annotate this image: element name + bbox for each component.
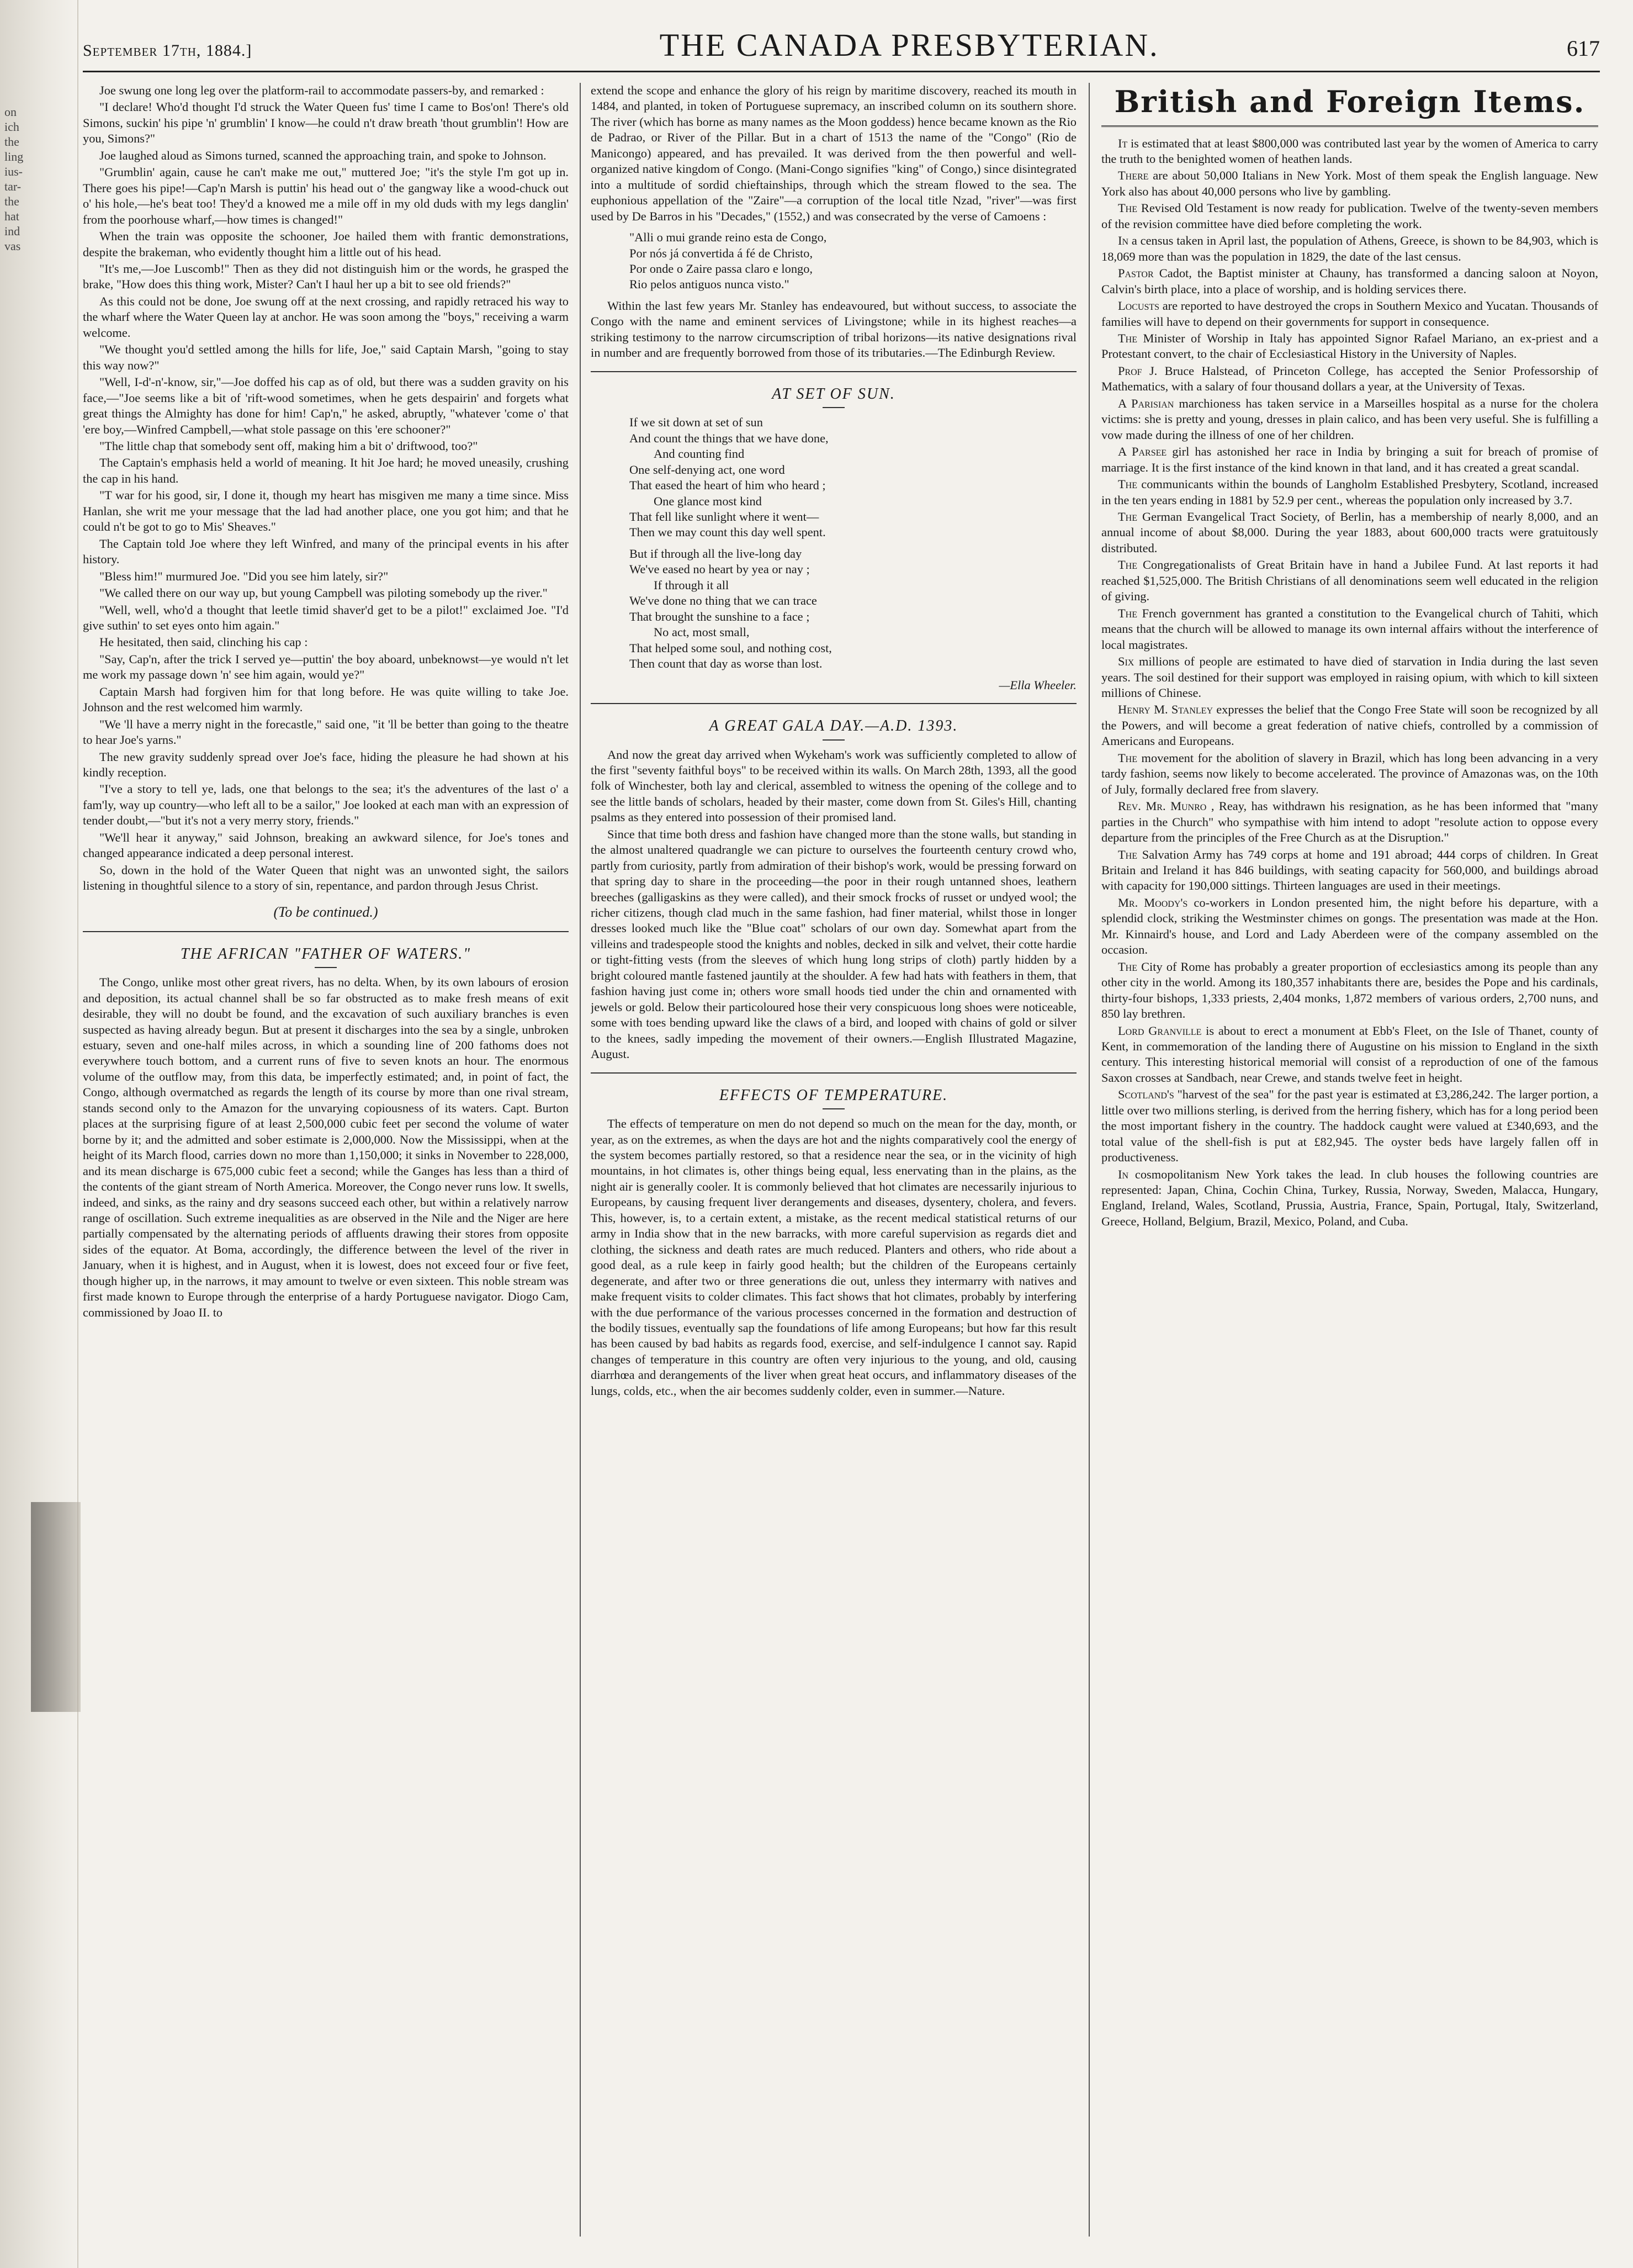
news-item-lead: The [1118,606,1138,620]
news-item-text: girl has astonished her race in India by bringing a suit for breach of promise of marriage. It is the first instance of the kind known in that land, and it has created a great scandal. [1101,445,1598,474]
news-item [1101,477,1598,508]
news-item [1101,606,1598,653]
verse-line: One self-denying act, one word [629,462,785,477]
news-item [1101,331,1598,362]
serial-story [83,83,569,894]
article-paragraph: The Congo, unlike most other great rivers, has no delta. When, by its own labours of erosion and deposition, its actual channel shall be so far obstructed as to make fresh means of exit desirable, they will no doubt be found, and the excavation of such auxiliary branches is even suspected as having already begun. But at present it discharges into the sea by a single, unbroken estuary, seven and one-half miles across, in which a sounding line of 200 fathoms does not everywhere touch bottom, and a current runs of five to seven knots an hour. The enormous volume of the outflow may, from this data, be imperfectly estimated; and, in point of fact, the Congo, although overmatched as regards the length of its course by more than one rival stream, stands second only to the Amazon for the unvarying copiousness of its waters. Capt. Burton places at the surprising figure of at least 2,500,000 cubic feet per second the volume of water borne by it; and the admitted and sober estimate is 2,000,000. Now the Mississippi, when at the height of its March flood, carries down no more than 1,150,000; it sinks in November to 228,000, and its mean discharge is 675,000 cubic feet a second; while the Ganges has less than a third of the contents of the giant stream of North America. Moreover, the Congo never runs low. It swells, indeed, and sinks, as the rainy and dry seasons succeed each other, but within a relatively narrow range of oscillation. Such extreme inequalities as are observed in the Nile and the Niger are here partially compensated by the alternating periods of affluents drawing their stores from opposite sides of the equator. At Boma, accordingly, the difference between the level of the river in January, when it is highest, and in August, when it is lowest, does not exceed four or five feet, though higher up, in the narrows, it may amount to twelve or even sixteen. This noble stream was first made known to Europe through the enterprise of a hardy Portuguese navigator. Diogo Cam, commissioned by Joao II. to [83,975,569,1319]
gala-article-title: A GREAT GALA DAY.—A.D. 1393. [709,717,958,734]
story-paragraph: As this could not be done, Joe swung off at the next crossing, and rapidly retraced his way to the wharf where the Water Queen lay at anchor. He was soon among the "boys," receiving a warm welcome. [83,294,569,340]
title-separator [823,407,845,408]
story-paragraph: "Well, well, who'd a thought that leetle timid shaver'd get to be a pilot!" exclaimed Joe. "I'd give suthin' to set eyes onto him again." [83,602,569,632]
story-paragraph: Joe swung one long leg over the platform-rail to accommodate passers-by, and remarked : [99,83,544,97]
news-item [1101,1087,1598,1165]
news-item [1101,799,1598,845]
story-paragraph: "T war for his good, sir, I done it, though my heart has misgiven me many a time since. Miss Hanlan, she writ me your message that the lad had another place, one you got him; and that he could n't be got to go to Mis' Sheaves." [83,488,569,534]
verse-line: And count the things that we have done, [629,431,829,445]
story-paragraph: "I've a story to tell ye, lads, one that belongs to the sea; it's the adventures of the last o' a fam'ly, way up country—who left all to be a sailor," Joe looked at each man with an expression of tender doubt,—"but it's not a very merry story, friends." [83,782,569,828]
issue-date: September 17th, 1884.] [83,41,252,60]
story-paragraph: "We thought you'd settled among the hills for life, Joe," said Captain Marsh, "going to stay this way now?" [83,342,569,372]
african-article-title: THE AFRICAN "FATHER OF WATERS." [180,945,471,963]
article-paragraph: Since that time both dress and fashion have changed more than the stone walls, but standing in the almost unaltered quadrangle we can picture to ourselves the fourteenth century crowd who, partly from curiosity, partly from admiration of their bishop's work, would be pressing forward on that spring day to share in the proceeding—the poor in their rough untanned shoes, leathern breeches (galligaskins as they were called), and their smock frocks of russet or undyed wool; the richer citizens, though clad much in the same fashion, had finer material, whilst those in longer dresses looked much like the "Blue coat" scholars of our own day. Somewhat apart from the villeins and tradespeople stood the knights and nobles, decked in silk and velvet, their cotte hardie or tight-fitting vests (from the sleeves of which hung long strips of cloth) partly hidden by a bright coloured mantle fastened jauntily at the shoulder. A few had hats with feathers in them, that fashion having just come in; others wore small hoods tied under the chin and ornamented with jewels or gold. Below their particoloured hose their very conspicuous long shoes were noticeable, some with toes bending upward like the claws of a bird, and looped with chains of gold or silver to the knees, sadly impeding the movement of their owners.—English Illustrated Magazine, August. [591,827,1077,1061]
story-paragraph: "Say, Cap'n, after the trick I served ye—puttin' the boy aboard, unbeknowst—ye would n't let me work my passage down 'n' see him again, would ye?" [83,652,569,682]
story-paragraph: "I declare! Who'd thought I'd struck the Water Queen fus' time I came to Bos'on! There's old Simons, suckin' his pipe 'n' grumblin' I know—he could n't draw breath 'thout grumblin'! How are you, Simons?" [83,100,569,146]
news-item [1101,396,1598,443]
news-item [1101,233,1598,265]
news-item-text: City of Rome has probably a greater proportion of ecclesiastics among its people than any other city in the world. Among its 180,357 inhabitants there are, besides the Pope and his cardinals, thirty-four bishops, 1,333 priests, 2,404 monks, 1,872 members of various orders, 2,700 nuns, and 850 lay brethren. [1101,959,1598,1021]
news-item [1101,654,1598,701]
news-item-lead: The [1118,558,1138,572]
news-item [1101,959,1598,1022]
news-item [1101,168,1598,199]
verse-line: But if through all the live-long day [629,546,802,561]
title-separator [823,1108,845,1109]
page-number: 617 [1567,36,1600,61]
verse-line: That brought the sunshine to a face ; [629,609,810,623]
margin-fragment: ling [4,150,24,163]
news-item-text: J. Bruce Halstead, of Princeton College, has accepted the Senior Professorship of Mathematics, with a salary of four thousand dollars a year, at the University of Texas. [1101,363,1598,394]
news-item-text: millions of people are estimated to have died of starvation in India during the last seven years. The soil destined for their support was employed in raising opium, with which to kill sixteen millions of Chinese. [1101,654,1598,700]
news-item-lead: Pastor [1118,266,1154,281]
story-paragraph: The Captain told Joe where they left Winfred, and many of the principal events in his after history. [83,536,569,567]
news-item-lead: Lord Granville [1118,1023,1202,1038]
column-2 [591,83,1077,2237]
story-paragraph: "We'll hear it anyway," said Johnson, breaking an awkward silence, for Joe's tones and changed appearance indicated a deep personal interest. [83,830,569,860]
news-item [1101,509,1598,556]
column-1 [83,83,569,2237]
news-item-lead: Mr. Moody's [1118,895,1188,910]
news-item [1101,1167,1598,1230]
column-rule-2 [1089,83,1090,2237]
news-item [1101,298,1598,330]
news-item-lead: In [1118,234,1129,248]
article-paragraph: And now the great day arrived when Wykeham's work was sufficiently completed to allow of the first "seventy faithful boys" to be received within its walls. On March 28th, 1393, all the good folk of Winchester, both lay and clerical, assembled to witness the opening of the college and to see the little bands of scholars, headed by their master, come down from St. Giles's Hill, chanting psalms as they entered into possession of their promised land. [591,747,1077,824]
news-item [1101,702,1598,749]
news-item-text: "harvest of the sea" for the past year is estimated at £3,286,242. The larger portion, a little over two millions sterling, is derived from the herring fishery, which has for a long period been the most important fishery in the country. The haddock caught were valued at £340,693, and the total value of the shell-fish is put at £82,945. The oyster beds have largely fallen off in productiveness. [1101,1087,1598,1165]
news-item-lead: Six [1118,654,1134,669]
section-rule [591,371,1077,372]
news-item-lead: It [1118,136,1128,150]
news-item-lead: Scotland's [1118,1087,1174,1102]
to-be-continued: (To be continued.) [273,903,378,920]
poem-stanza-2 [629,546,1077,672]
verse-line: Por nós já convertida á fé de Christo, [629,246,813,260]
section-rule [591,703,1077,704]
news-item [1101,200,1598,232]
verse-line: One glance most kind [654,494,762,508]
title-separator [315,967,337,968]
story-paragraph: So, down in the hold of the Water Queen that night was an unwonted sight, the sailors listening in thoughtful silence to a story of sin, repentance, and pardon through Jesus Christ. [83,863,569,893]
news-item-text: Minister of Worship in Italy has appointed Signor Rafael Mariano, an ex-priest and a Protestant convert, to the chair of Ecclesiastical History in the University of Naples. [1101,331,1598,361]
margin-fragment: hat [4,209,19,223]
verse-line: That eased the heart of him who heard ; [629,478,826,493]
story-paragraph: "Bless him!" murmured Joe. "Did you see him lately, sir?" [99,569,389,583]
verse-line: Por onde o Zaire passa claro e longo, [629,261,813,276]
verse-line: Rio pelos antiguos nunca visto." [629,277,789,292]
news-section-banner: British and Foreign Items. [1101,83,1598,127]
section-rule [591,1072,1077,1074]
poem-stanza-1 [629,415,1077,541]
margin-fragment: the [4,194,19,208]
news-items-list [1101,136,1598,1230]
story-paragraph: He hesitated, then said, clinching his cap : [99,635,308,649]
news-item-lead: The [1118,510,1138,524]
news-item-text: is about to erect a monument at Ebb's Fleet, on the Isle of Thanet, county of Kent, in commemoration of the landing there of Augustine on his mission to England in the sixth century. This interesting historical memorial will consist of a reproduction of one of the famous Saxon crosses at Sandbach, near Crewe, and stands twelve feet in height. [1101,1023,1598,1085]
african-article-body [83,975,569,1320]
news-item-lead: A Parsee [1118,445,1167,459]
masthead-title: THE CANADA PRESBYTERIAN. [659,27,1159,63]
story-paragraph: "It's me,—Joe Luscomb!" Then as they did not distinguish him or the words, he grasped the brake, "How does this thing work, Mister? Can't I haul her up a bit to see old friends?" [83,261,569,292]
story-paragraph: When the train was opposite the schooner, Joe hailed them with frantic demonstrations, despite the brakeman, who evidently thought him a little out of his head. [83,229,569,259]
news-item-lead: Henry M. Stanley [1118,702,1213,717]
news-item [1101,895,1598,958]
verse-line: Then we may count this day well spent. [629,525,826,540]
news-item-lead: The [1118,750,1138,765]
news-item [1101,266,1598,297]
news-item-lead: The [1118,201,1138,215]
story-paragraph: Captain Marsh had forgiven him for that long before. He was quite willing to take Joe. Johnson and the rest welcomed him warmly. [83,684,569,715]
news-item-lead: The [1118,331,1138,346]
news-item-text: marchioness has taken service in a Marseilles hospital as a nurse for the cholera victims: she is pretty and young, dresses in plain calico, and has been very useful. She is fulfilling a vow made during the illness of one of her children. [1101,396,1598,442]
margin-fragment: ind [4,224,20,238]
story-paragraph: "Well, I-d'-n'-know, sir,"—Joe doffed his cap as of old, but there was a sudden gravity on his face,—"Joe seems like a bit of 'rift-wood sometimes, when he gets despairin' and forgets what great things the Almighty has done for him! Cap'n," he asked, abruptly, "whatever 'come o' that 'ere boy,—Winfred Campbell,—what stole passage on this 'ere schooner?" [83,375,569,436]
news-item-lead: The [1118,477,1138,491]
news-item-text: , Reay, has withdrawn his resignation, as he has been informed that "many parties in the Church" who sympathise with him intend to adopt "resolute action to oppose every departure from the principles of the Free Church as at the Disruption." [1101,799,1598,845]
african-article-closing: Within the last few years Mr. Stanley has endeavoured, but without success, to associate the Congo with the name and eminent services of Livingstone; while in its highest reaches—a striking testimony to the narrow circumscription of tribal horizons—its native designations rival in number and are frequently borrowed from those of its tributaries.—The Edinburgh Review. [591,298,1077,360]
page-fold-shadow [31,1502,81,1712]
news-item [1101,444,1598,475]
news-item-lead: There [1118,168,1149,183]
news-item [1101,1023,1598,1086]
news-item-text: movement for the abolition of slavery in Brazil, which has long been advancing in a very tardy fashion, seems now likely to become accelerated. The province of Amazonas was, on the 10th of July, formally declared free from slavery. [1101,750,1598,796]
news-item [1101,750,1598,797]
news-item-text: French government has granted a constitution to the Evangelical church of Tahiti, which means that the church will be allowed to manage its own internal affairs without the interference of local magistrates. [1101,606,1598,652]
margin-fragment: tar- [4,179,22,193]
news-item-text: German Evangelical Tract Society, of Berlin, has a membership of nearly 8,000, and an annual income of about $8,000. During the year 1883, about 600,000 tracts were gratuitously distributed. [1101,510,1598,555]
page-header [83,27,1600,72]
news-item-text: Revised Old Testament is now ready for publication. Twelve of the twenty-seven members of the revision committee have died before completing the work. [1101,201,1598,231]
news-item-lead: Rev. Mr. Munro [1118,799,1207,813]
news-item-text: a census taken in April last, the population of Athens, Greece, is shown to be 84,903, which is 18,069 more than was the population in 1829, the date of the last census. [1101,234,1598,263]
title-separator [823,739,845,741]
camoens-verse [629,230,1077,293]
news-item-text: are about 50,000 Italians in New York. Most of them speak the English language. New York also has about 40,000 persons who live by gambling. [1101,168,1598,198]
verse-line: Then count that day as worse than lost. [629,657,823,671]
column-rule-1 [580,83,581,2237]
story-paragraph: "We called there on our way up, but young Campbell was piloting somebody up the river." [99,586,548,600]
news-item [1101,136,1598,167]
story-paragraph: "We 'll have a merry night in the forecastle," said one, "it 'll be better than going to the theatre to hear Joe's yarns." [83,717,569,747]
news-item-text: expresses the belief that the Congo Free State will soon be recognized by all the Powers, and will become a great federation of native chiefs, controlled by a commission of Americans and Europeans. [1101,702,1598,748]
news-item-text: cosmopolitanism New York takes the lead. In club houses the following countries are represented: Japan, China, Cochin China, Turkey, Russia, Norway, Sweden, Malacca, Hungary, England, Ireland, Wales, Scotland, Prussia, Austria, France, Spain, Portugal, Italy, Switzerland, Greece, Holland, Belgium, Brazil, Mexico, Poland, and Cuba. [1101,1167,1598,1228]
margin-fragment: on [4,105,17,119]
gala-article-body [591,747,1077,1062]
margin-fragment: the [4,135,19,149]
news-item-text: Congregationalists of Great Britain have in hand a Jubilee Fund. At last reports it had reached $1,525,000. The British Christians of all denominations seem well educated in the religion of giving. [1101,558,1598,604]
margin-fragment: vas [4,239,21,253]
temperature-article-body [591,1116,1077,1399]
poem-title: AT SET OF SUN. [772,385,895,403]
news-item-lead: The [1118,847,1138,861]
section-rule [83,931,569,932]
news-item-lead: In [1118,1167,1129,1181]
verse-line: That fell like sunlight where it went— [629,509,819,524]
news-item [1101,363,1598,395]
news-item-lead: A Parisian [1118,396,1174,410]
verse-line: If we sit down at set of sun [629,415,763,430]
news-item-text: is estimated that at least $800,000 was contributed last year by the women of America to carry the truth to the benighted women of heathen lands. [1101,136,1598,166]
verse-line: "Alli o mui grande reino esta de Congo, [629,230,827,245]
verse-line: That helped some soul, and nothing cost, [629,641,832,655]
story-paragraph: The new gravity suddenly spread over Joe's face, hiding the pleasure he had shown at his kindly reception. [83,749,569,780]
news-item [1101,847,1598,894]
news-item-lead: Prof [1118,363,1142,378]
news-item-text: Salvation Army has 749 corps at home and 191 abroad; 444 corps of children. In Great Britain and Ireland it has 846 buildings, with seating capacity for 560,000, and buildings abroad with capacity for 190,000 sittings. Thirteen languages are used in their meetings. [1101,847,1598,893]
verse-line: We've eased no heart by yea or nay ; [629,562,810,577]
poem-author: —Ella Wheeler. [999,678,1077,692]
margin-fragment: ius- [4,165,23,178]
news-item-lead: The [1118,959,1138,974]
verse-line: No act, most small, [654,625,750,639]
verse-line: And counting find [654,447,745,461]
temperature-article-title: EFFECTS OF TEMPERATURE. [719,1086,948,1104]
story-paragraph: "The little chap that somebody sent off, making him a bit o' driftwood, too?" [99,438,478,453]
verse-line: We've done no thing that we can trace [629,594,817,608]
news-item [1101,557,1598,604]
news-item-text: Cadot, the Baptist minister at Chauny, has transformed a dancing saloon at Noyon, Calvin's birth place, into a place of worship, and is holding services there. [1101,266,1598,296]
news-item-text: are reported to have destroyed the crops in Southern Mexico and Yucatan. Thousands of families will have to depend on their governments for support in consequence. [1101,299,1598,329]
margin-fragment: ich [4,120,19,134]
article-paragraph: The effects of temperature on men do not depend so much on the mean for the day, month, or year, as on the extremes, as when the days are hot and the nights comparatively cool the energy of the system becomes partially restored, so that a residence near the sea, or in the vicinity of high mountains, in hot climates is, other things being equal, less enervating than in the plains, as the night air is generally cooler. It is commonly believed that hot climates are necessarily injurious to Europeans, by causing frequent liver derangements and diseases, dysentery, cholera, and fevers. This, however, is, to a certain extent, a mistake, as the recent medical statistical returns of our army in India show that in the new barracks, with more careful supervision as regards diet and clothing, the sickness and death rates are much reduced. Planters and others, who ride about a good deal, as a rule keep in fairly good health; but the children of the Europeans certainly degenerate, and after two or three generations die out, unless they intermarry with natives and make frequent visits to colder climates. This fact shows that hot climates, probably by interfering with the due performance of the various processes concerned in the formation and destruction of the bodily tissues, eventually sap the foundations of life among Europeans; but how far this result has been caused by bad habits as regards food, exercise, and self-indulgence I cannot say. Rapid changes of temperature in this country are often very injurious to the young, and old, causing diarrhœa and derangements of the liver when great heat occurs, and inflammatory diseases of the lungs, colds, etc., when the air becomes suddenly colder, even in summer.—Nature. [591,1117,1077,1398]
story-paragraph: The Captain's emphasis held a world of meaning. It hit Joe hard; he moved uneasily, crushing the cap in his hand. [83,456,569,485]
news-item-text: co-workers in London presented him, the night before his departure, with a splendid clock, striking the Westminster chimes on gongs. The presentation was made at the Hon. Mr. Kinnaird's house, and Lord and Lady Aberdeen were of the company assembled on the occasion. [1101,895,1598,957]
verse-line: If through it all [654,578,729,592]
news-item-lead: Locusts [1118,299,1160,313]
binding-gutter [0,0,78,2268]
column-3 [1101,83,1598,2237]
news-item-text: communicants within the bounds of Langholm Established Presbytery, Scotland, increased in the ten years ending in 1881 by 52.9 per cent., whereas the population only increased by 3.7. [1101,477,1598,507]
story-paragraph: "Grumblin' again, cause he can't make me out," muttered Joe; "it's the style I'm got up in. There goes his pipe!—Cap'n Marsh is puttin' his head out o' the gangway like a wood-chuck out o' his hole,—he's beat too! They'd a knowed me a mile off in my old duds with my legs danglin' from the poorhouse wharf,—how times is changed!" [83,165,569,226]
story-paragraph: Joe laughed aloud as Simons turned, scanned the approaching train, and spoke to Johnson. [99,148,547,162]
african-article-continued: extend the scope and enhance the glory of his reign by maritime discovery, reached its mouth in 1484, and planted, in token of Portuguese supremacy, an inscribed column on its southern shore. The river (which has borne as many names as the Moon goddess) hence became known as the Rio de Padrao, or River of the Pillar. But in a chart of 1513 the name of the "Congo" (Rio de Manicongo) appeared, and has prevailed. It was derived from the then powerful and well-organized native kingdom of Congo. (Mani-Congo signifies "king" of Congo,) since disintegrated into a multitude of sordid chieftainships, through which the stream flowed to the sea. The euphonious appellation of the "Zaire"—a corruption of the local title Nzad, "river"—was first used by De Barros in his "Decades," (1552,) and was consecrated by the verse of Camoens : [591,83,1077,223]
